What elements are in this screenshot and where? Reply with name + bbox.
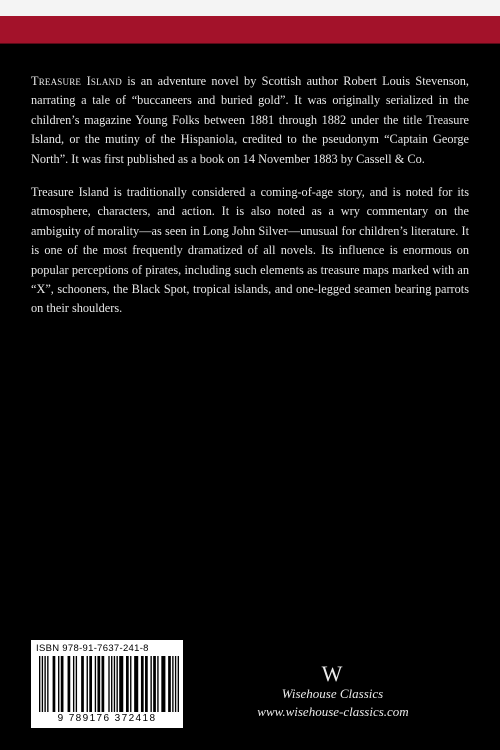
barcode-bar	[178, 656, 179, 712]
barcode-bar	[157, 656, 158, 712]
barcode-bar	[102, 656, 105, 712]
barcode-bar	[81, 656, 84, 712]
barcode-bar	[61, 656, 64, 712]
barcode-bar	[53, 656, 56, 712]
barcode-bar	[175, 656, 176, 712]
barcode-bar	[111, 656, 112, 712]
barcode-bar	[126, 656, 129, 712]
wisehouse-logo-icon	[320, 661, 344, 685]
barcode-bar	[161, 656, 165, 712]
barcode-bar	[58, 656, 59, 712]
isbn-label: ISBN 978-91-7637-241-8	[36, 643, 149, 654]
barcode-bar	[108, 656, 109, 712]
barcode-bar	[153, 656, 156, 712]
barcode-bar	[145, 656, 148, 712]
barcode-bar	[141, 656, 144, 712]
barcode-bars	[39, 656, 179, 712]
barcode-bar	[134, 656, 138, 712]
publisher-website: www.wisehouse-classics.com	[257, 704, 409, 719]
barcode-bar	[150, 656, 151, 712]
barcode-bar	[168, 656, 171, 712]
barcode-bar	[68, 656, 71, 712]
blurb-paragraph-1-body: is an adventure novel by Scottish author Robert Louis Stevenson, narrating a tale of “buccaneers and buried gold”. It was originally serialized in the children’s magazine Young Folks between 1881 through 1882 under the title Treasure Island, or the mutiny of the Hispaniola, credited to the pseudonym “Captain George North”. It was first published as a book on 14 November 1883 by Cassell & Co.	[31, 74, 470, 166]
barcode-bar	[73, 656, 74, 712]
barcode-bar	[76, 656, 77, 712]
barcode-bar	[89, 656, 92, 712]
blurb-paragraph-2: Treasure Island is traditionally considered a coming-of-age story, and is noted for its atmosphere, characters, and action. It is also noted as a wry commentary on the ambiguity of morality—as seen in Long John Silver—unusual for children’s literature. It is one of the most frequently dramatized of all novels. Its influence is enormous on popular perceptions of pirates, including such elements as treasure maps marked with an “X”, schooners, the Black Spot, tropical islands, and one-legged seamen bearing parrots on their shoulders.	[31, 185, 469, 316]
barcode-digits: 9 789176 372418	[57, 713, 157, 724]
barcode-bar	[172, 656, 173, 712]
barcode-bar	[42, 656, 43, 712]
top-red-band	[0, 16, 500, 44]
barcode-bar	[114, 656, 115, 712]
book-title-smallcaps: Treasure Island	[31, 74, 122, 88]
barcode-bar	[44, 656, 45, 712]
barcode-bar	[97, 656, 100, 712]
barcode-bar	[130, 656, 131, 712]
barcode-bar	[87, 656, 88, 712]
logo-letter: W	[321, 661, 343, 685]
top-white-band	[0, 0, 500, 16]
barcode-bar	[47, 656, 48, 712]
barcode-bar	[95, 656, 96, 712]
publisher-name: Wisehouse Classics	[281, 686, 384, 701]
blurb-paragraph-1	[31, 72, 469, 169]
barcode-bar	[119, 656, 123, 712]
barcode-bar	[39, 656, 40, 712]
blurb-text	[31, 72, 469, 333]
isbn-barcode	[31, 640, 183, 728]
barcode-bar	[116, 656, 117, 712]
